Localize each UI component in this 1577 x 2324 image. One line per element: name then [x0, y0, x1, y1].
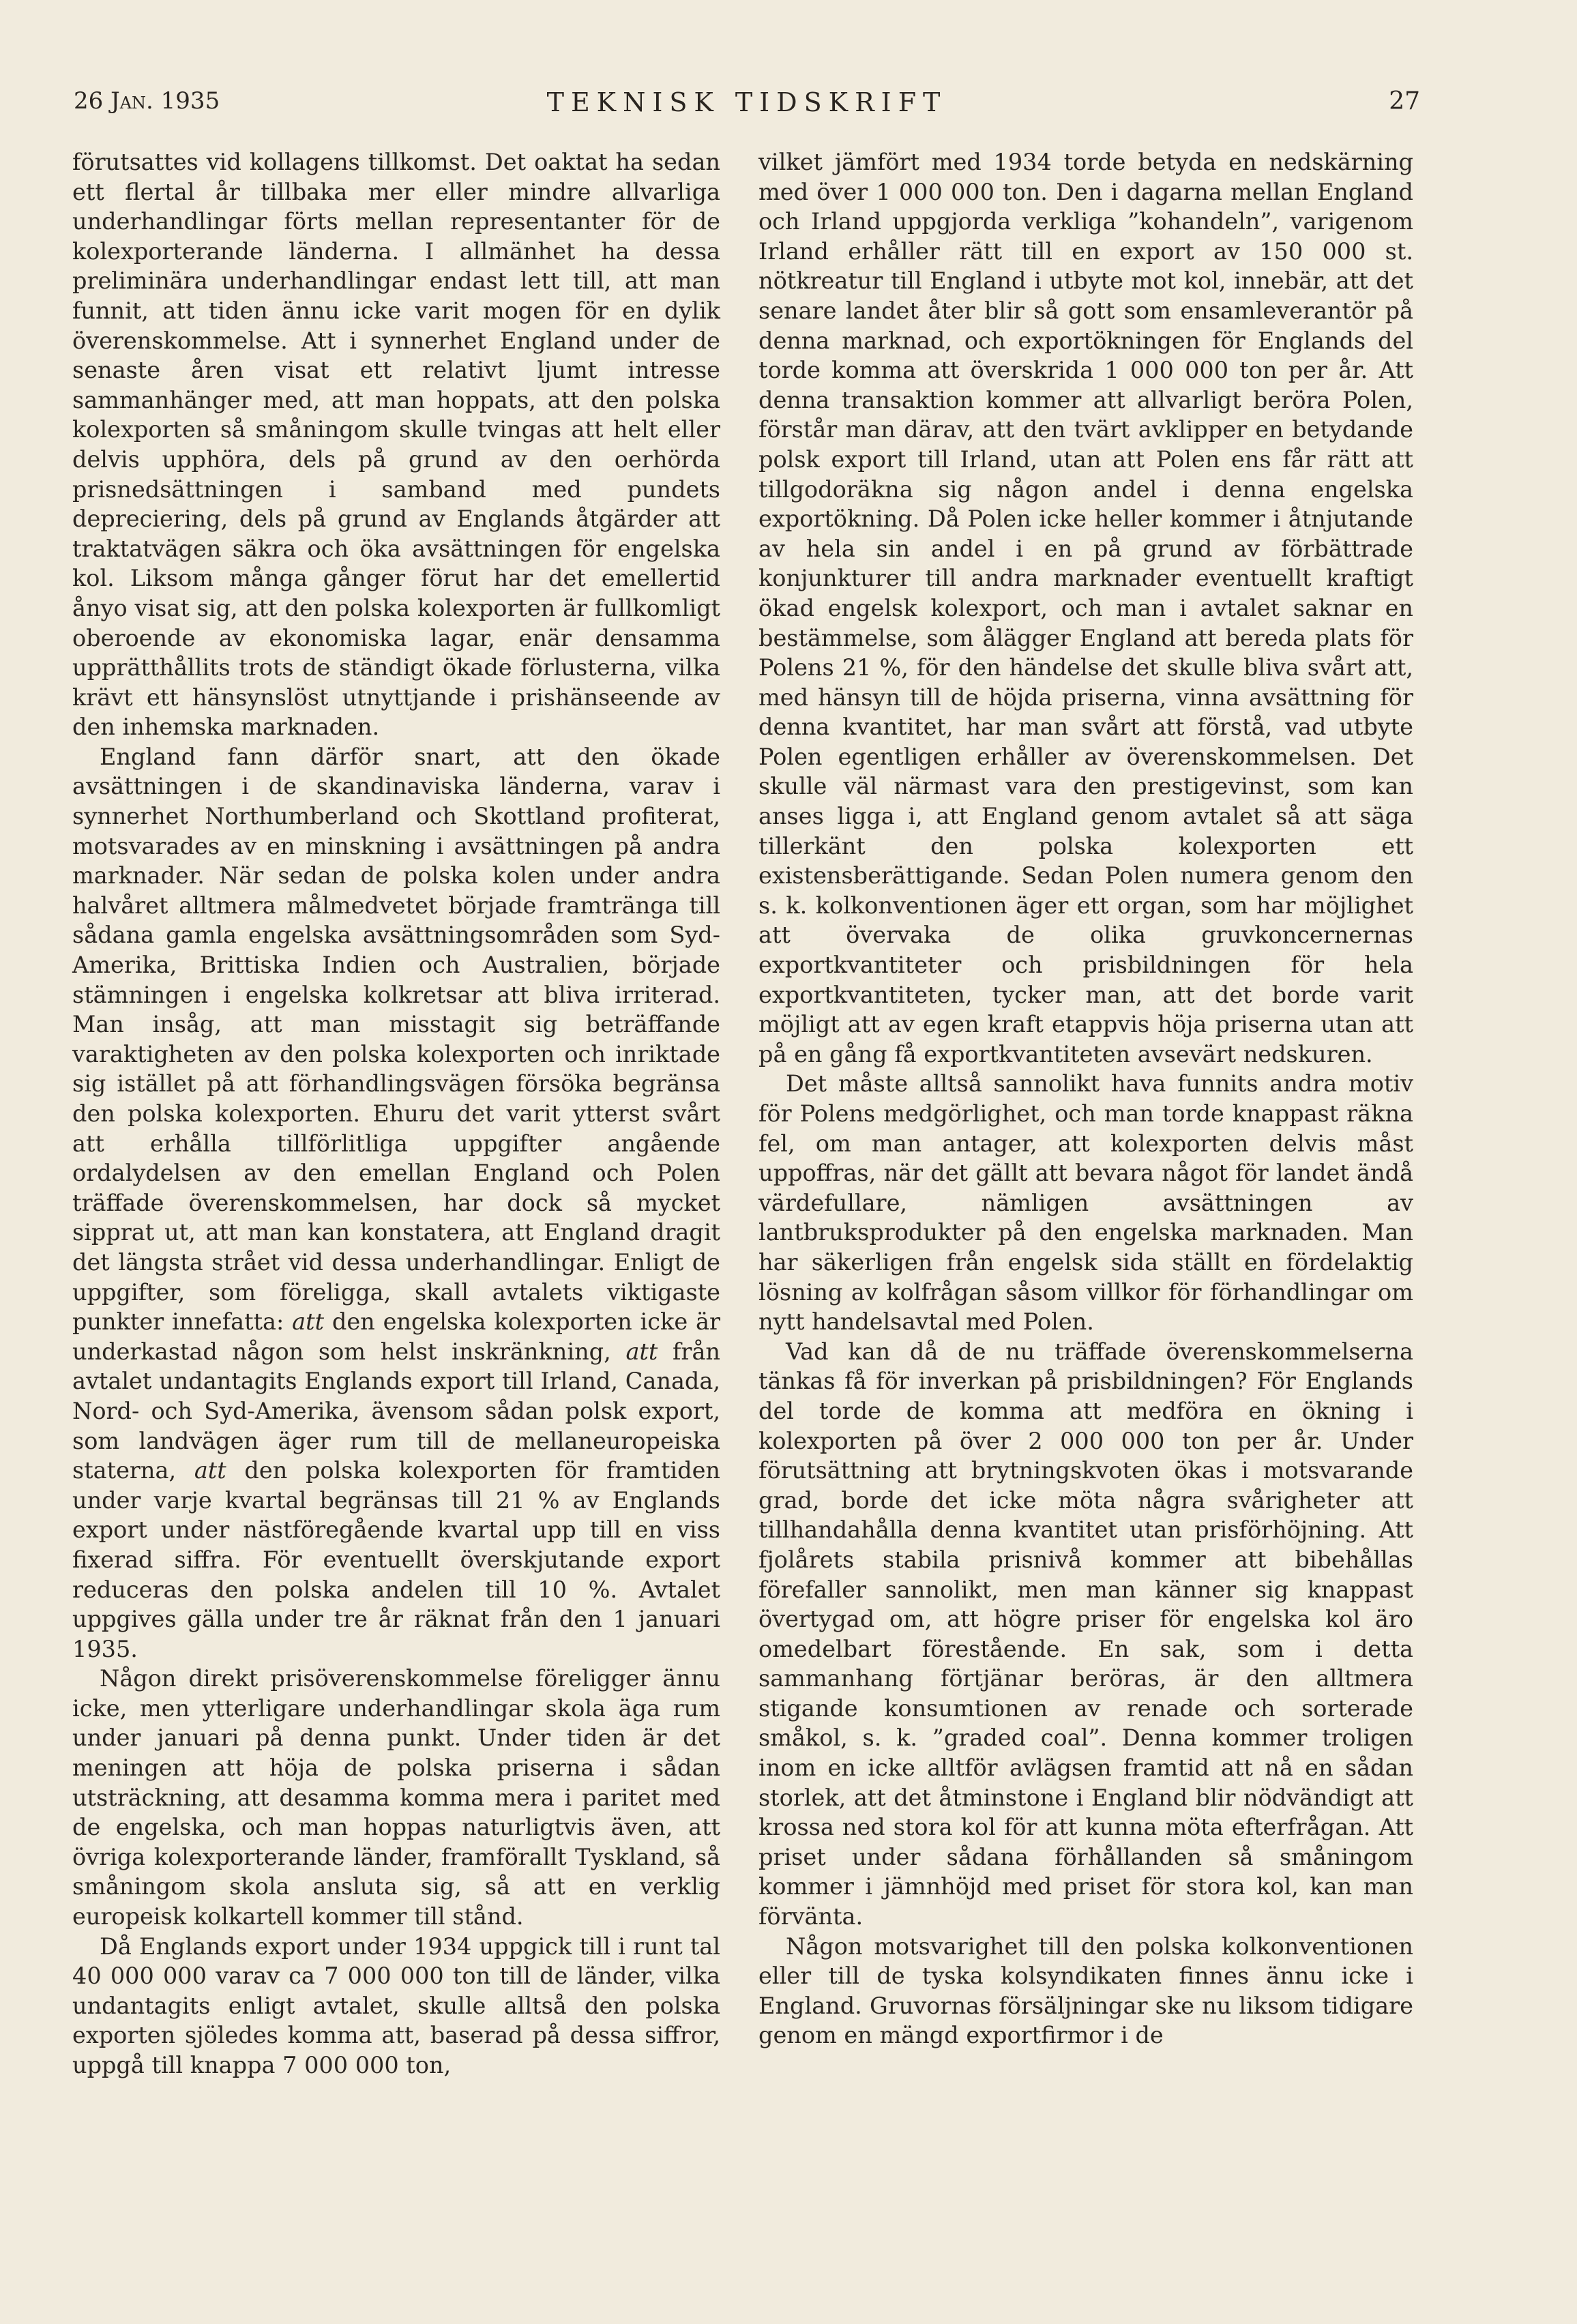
paragraph — [72, 742, 720, 1664]
emphasis: att — [194, 1457, 226, 1484]
journal-title: TEKNISK TIDSKRIFT — [546, 87, 947, 117]
date-month: Jan. — [110, 87, 153, 115]
paragraph: Vad kan då de nu träffade överenskommelserna tänkas få för inverkan på prisbildningen? För Englands del torde de komma att medföra en ökning i kolexporten på över 2 000 000 ton per år. Under förutsättning att brytningskvoten ökas i motsvarande grad, borde det icke möta några svårigheter att tillhandahålla denna kvantitet utan prisförhöjning. Att fjolårets stabila prisnivå kommer att bibehållas förefaller sannolikt, men man känner sig knappast övertygad om, att högre priser för engelska kol äro omedelbart förestående. En sak, som i detta sammanhang förtjänar beröras, är den alltmera stigande konsumtionen av renade och sorterade småkol, s. k. ”graded coal”. Denna kommer troligen inom en icke alltför avlägsen framtid att nå en sådan storlek, att det åtminstone i England blir nödvändigt att krossa ned stora kol för att kunna möta efterfrågan. Att priset under sådana förhållanden så småningom kommer i jämnhöjd med priset för stora kol, kan man förvänta. — [758, 1338, 1413, 1930]
text-run: den polska kolexporten för framtiden under varje kvartal begränsas till 21 % av Englands export under nästföregående kvartal upp till en viss fixerad siffra. För eventuellt överskjutande export reduceras den polska andelen till 10 %. Avtalet uppgives gälla under tre år räknat från den 1 januari 1935. — [72, 1457, 720, 1662]
emphasis: att — [292, 1308, 325, 1336]
paragraph: Då Englands export under 1934 uppgick till i runt tal 40 000 000 varav ca 7 000 000 ton till de länder, vilka undantagits enligt avtalet, skulle alltså den polska exporten sjöledes komma att, baserad på dessa siffror, uppgå till knappa 7 000 000 ton, — [72, 1932, 720, 2078]
text-run: från avtalet undantagits Englands export till Irland, Canada, Nord- och Syd-Amerika, ävensom sådan polsk export, som landvägen äger rum till de mellaneuropeiska staterna, — [72, 1338, 720, 1484]
date-day: 26 — [74, 87, 104, 115]
left-column — [72, 147, 720, 2080]
text-run: den engelska kolexporten icke är underkastad någon som helst inskränkning, — [72, 1308, 720, 1365]
emphasis: att — [625, 1338, 658, 1365]
text-run: England fann därför snart, att den ökade avsättningen i de skandinaviska länderna, varav i synnerhet Northumberland och Skottland profiterat, motsvarades av en minskning i avsättningen på andra marknader. När sedan de polska kolen under andra halvåret alltmera målmedvetet började framtränga till sådana gamla engelska avsättningsområden som Syd-Amerika, Brittiska Indien och Australien, började stämningen i engelska kolkretsar att bliva irriterad. Man insåg, att man misstagit sig beträffande varaktigheten av den polska kolexporten och inriktade sig istället på att förhandlingsvägen försöka begränsa den polska kolexporten. Ehuru det varit ytterst svårt att erhålla tillförlitliga uppgifter angående ordalydelsen av den emellan England och Polen träffade överenskommelsen, har dock så mycket sipprat ut, att man kan konstatera, att England dragit det längsta strået vid dessa underhandlingar. Enligt de uppgifter, som föreligga, skall avtalets viktigaste punkter innefatta: — [72, 743, 720, 1336]
paragraph: Någon direkt prisöverenskommelse föreligger ännu icke, men ytterligare underhandlingar skola äga rum under januari på denna punkt. Under tiden är det meningen att höja de polska priserna i sådan utsträckning, att desamma komma mera i paritet med de engelska, och man hoppas naturligtvis även, att övriga kolexporterande länder, framförallt Tyskland, så småningom skola ansluta sig, så att en verklig europeisk kolkartell kommer till stånd. — [72, 1665, 720, 1930]
page-header — [74, 87, 1420, 128]
right-column — [758, 147, 1413, 2050]
paragraph: Någon motsvarighet till den polska kolkonventionen eller till de tyska kolsyndikaten finnes ännu icke i England. Gruvornas försäljningar ske nu liksom tidigare genom en mängd exportfirmor i de — [758, 1932, 1413, 2049]
paragraph: förutsattes vid kollagens tillkomst. Det oaktat ha sedan ett flertal år tillbaka mer eller mindre allvarliga underhandlingar förts mellan representanter för de kolexporterande länderna. I allmänhet ha dessa preliminära underhandlingar endast lett till, att man funnit, att tiden ännu icke varit mogen för en dylik överenskommelse. Att i synnerhet England under de senaste åren visat ett relativt ljumt intresse sammanhänger med, att man hoppats, att den polska kolexporten så småningom skulle tvingas att helt eller delvis upphöra, dels på grund av den oerhörda prisnedsättningen i samband med pundets depreciering, dels på grund av Englands åtgärder att traktatvägen säkra och öka avsättningen för engelska kol. Liksom många gånger förut har det emellertid ånyo visat sig, att den polska kolexporten är fullkomligt oberoende av ekonomiska lagar, enär densamma upprätthållits trots de ständigt ökade förlusterna, vilka krävt ett hänsynslöst utnyttjande i prishänseende av den inhemska marknaden. — [72, 149, 720, 741]
date-year: 1935 — [160, 87, 220, 115]
paragraph: vilket jämfört med 1934 torde betyda en nedskärning med över 1 000 000 ton. Den i dagarna mellan England och Irland uppgjorda verkliga ”kohandeln”, varigenom Irland erhåller rätt till en export av 150 000 st. nötkreatur till England i utbyte mot kol, innebär, att det senare landet åter blir så gott som ensamleverantör på denna marknad, och exportökningen för Englands del torde komma att överskrida 1 000 000 ton per år. Att denna transaktion kommer att allvarligt beröra Polen, förstår man därav, att den tvärt avklipper en betydande polsk export till Irland, utan att Polen ens får rätt att tillgodoräkna sig någon andel i denna engelska exportökning. Då Polen icke heller kommer i åtnjutande av hela sin andel i en på grund av förbättrade konjunkturer till andra marknader eventuellt kraftigt ökad engelsk kolexport, och man i avtalet saknar en bestämmelse, som ålägger England att bereda plats för Polens 21 %, för den händelse det skulle bliva svårt att, med hänsyn till de höjda priserna, vinna avsättning för denna kvantitet, har man svårt att förstå, vad utbyte Polen egentligen erhåller av överenskommelsen. Det skulle väl närmast vara den prestigevinst, som kan anses ligga i, att England genom avtalet så att säga tillerkänt den polska kolexporten ett existensberättigande. Sedan Polen numera genom den s. k. kolkonventionen äger ett organ, som har möjlighet att övervaka de olika gruvkoncernernas exportkvantiteter och prisbildningen för hela exportkvantiteten, tycker man, att det borde varit möjligt att av egen kraft etappvis höja priserna utan att på en gång få exportkvantiteten avsevärt nedskuren. — [758, 149, 1413, 1068]
page-number: 27 — [1389, 87, 1420, 115]
paragraph: Det måste alltså sannolikt hava funnits andra motiv för Polens medgörlighet, och man torde knappast räkna fel, om man antager, att kolexporten delvis måst uppoffras, när det gällt att bevara något för landet ändå värdefullare, nämligen avsättningen av lantbruksprodukter på den engelska marknaden. Man har säkerligen från engelsk sida ställt en fördelaktig lösning av kolfrågan såsom villkor för förhandlingar om nytt handelsavtal med Polen. — [758, 1070, 1413, 1336]
